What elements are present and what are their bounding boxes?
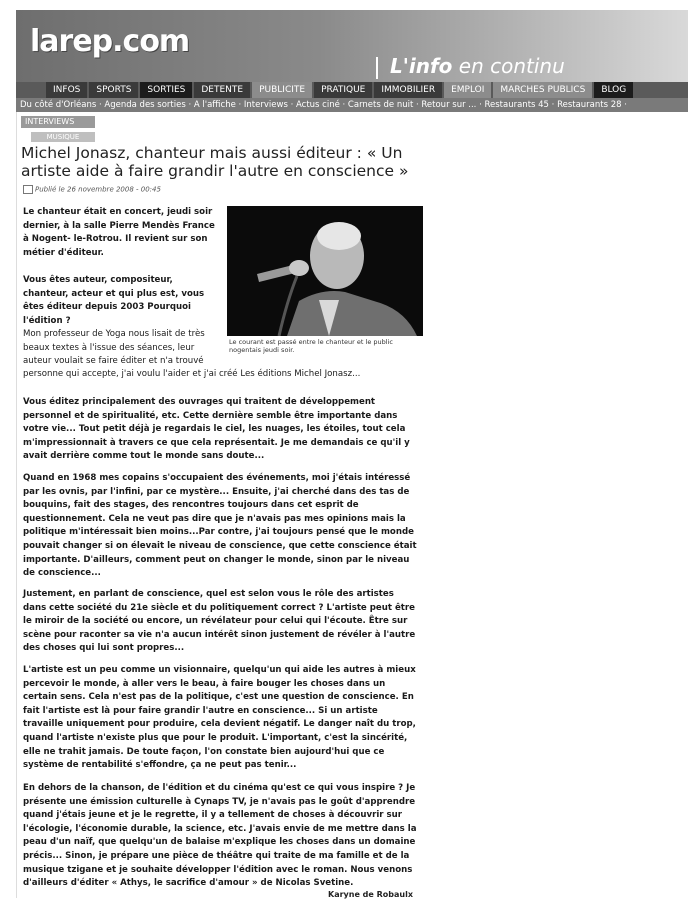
article-photo: [227, 206, 423, 336]
singer-photo-illustration: [227, 206, 423, 336]
nav-item-emploi[interactable]: EMPLOI: [444, 82, 491, 98]
answer-1: Mon professeur de Yoga nous lisait de très beaux textes à l'issue des séances, leur auteur voulait se faire éditer et n'a trouvé: [23, 329, 205, 367]
section-label[interactable]: INTERVIEWS: [21, 116, 95, 128]
paragraph-3: Quand en 1968 mes copains s'occupaient des événements, moi j'étais intéressé par les ovnis, par l'infini, par ce mystère... Ensuite, j'ai cherché dans des tas de bouquins, fait des stages, des rencontres toujours dans cet esprit de questionnement. Cela ne veut pas dire que je n'avais pas mes opinions mais la politique m'intéressait bien moins...Par contre, j'ai toujours pensé que le monde pouvait changer si on élevait le niveau de conscience, que cette conscience était importante. D'ailleurs, comment peut on changer le monde, sinon par le niveau de conscience...: [23, 473, 417, 579]
nav-item-blog[interactable]: BLOG: [594, 82, 633, 98]
nav-item-sports[interactable]: SPORTS: [89, 82, 138, 98]
nav-item-marches-publics[interactable]: MARCHES PUBLICS: [493, 82, 592, 98]
site-header: [16, 10, 688, 82]
main-nav: [16, 82, 688, 98]
site-logo[interactable]: larep.com: [30, 24, 190, 59]
publish-date-text: Publié le 26 novembre 2008 - 00:45: [35, 185, 161, 194]
author-signature: Karyne de Robaulx: [328, 890, 413, 899]
paragraph-6: En dehors de la chanson, de l'édition et du cinéma qu'est ce qui vous inspire ? Je présente une émission culturelle à Cynaps TV, je n'avais pas le goût d'apprendre quand j'étais jeune et je le regrette, il y a tellement de choses à découvrir sur l'écologie, l'économie durable, la science, etc. J'avais envie de me mettre dans la peau d'un naïf, que quelqu'un de balaise m'explique les choses dans un domaine précis... Sinon, je prépare une pièce de théâtre qui traite de ma famille et de la musique tzigane et je souhaite développer l'édition avec le roman. Nous venons d'ailleurs d'éditer « Athys, le sacrifice d'amour » de Nicolas Svetine.: [23, 783, 417, 889]
nav-item-publicite[interactable]: PUBLICITE: [252, 82, 312, 98]
nav-item-pratique[interactable]: PRATIQUE: [314, 82, 372, 98]
rubric-label: MUSIQUE: [31, 132, 95, 142]
photo-caption: Le courant est passé entre le chanteur et le public nogentais jeudi soir.: [229, 338, 393, 354]
calendar-icon: [23, 185, 33, 194]
answer-1-continued: personne qui accepte, j'ai voulu l'aider et j'ai créé Les éditions Michel Jonasz...: [23, 369, 361, 379]
nav-item-infos[interactable]: INFOS: [46, 82, 87, 98]
tagline-separator: [376, 57, 378, 79]
site-tagline: [376, 54, 565, 79]
sub-nav[interactable]: Du côté d'Orléans · Agenda des sorties · A l'affiche · Interviews · Actus ciné · Carnets de nuit · Retour sur ... · Restaurants 45 · Restaurants 28 ·: [16, 98, 688, 112]
tagline-part-a: L'info: [390, 54, 453, 78]
article-lead: Le chanteur était en concert, jeudi soir dernier, à la salle Pierre Mendès France à Nogent- le-Rotrou. Il revient sur son métier d'éditeur.: [23, 207, 215, 258]
question-1: Vous êtes auteur, compositeur, chanteur, acteur et qui plus est, vous êtes éditeur depuis 2003 Pourquoi l'édition ?: [23, 275, 205, 326]
article: [16, 112, 427, 898]
nav-item-detente[interactable]: DETENTE: [194, 82, 250, 98]
paragraph-2: Vous éditez principalement des ouvrages qui traitent de développement personnel et de spiritualité, etc. Cette dernière semble être importante dans votre vie... Tout petit déjà je regardais le ciel, les nuages, les étoiles, tout cela m'impressionnait à travers ce que cela représentait. Je me demandais ce qu'il y avait derrière comme tout le monde sans doute...: [23, 397, 410, 462]
article-title: Michel Jonasz, chanteur mais aussi éditeur : « Un artiste aide à faire grandir l'autre en conscience »: [21, 144, 409, 180]
page: [16, 10, 688, 898]
nav-item-immobilier[interactable]: IMMOBILIER: [374, 82, 442, 98]
publish-date: [23, 185, 161, 194]
paragraph-4: Justement, en parlant de conscience, quel est selon vous le rôle des artistes dans cette société du 21e siècle et du politiquement correct ? L'artiste peut être le miroir de la société ou encore, un révélateur pour celui qui l'écoute. Être sur scène pour raconter sa vie n'a aucun intérêt sinon justement de révéler à l'autre des choses qui lui sont propres...: [23, 589, 416, 654]
paragraph-5: L'artiste est un peu comme un visionnaire, quelqu'un qui aide les autres à mieux percevoir le monde, à aller vers le beau, à faire bouger les choses dans un certain sens. Cela n'est pas de la politique, c'est une question de conscience. En fait l'artiste est là pour faire grandir l'autre en conscience... Si un artiste travaille uniquement pour produire, cela devient négatif. Le danger naît du trop, quand l'artiste n'existe plus que pour le produit. L'important, c'est la sincérité, elle ne trahit jamais. De toute façon, l'on constate bien aujourd'hui que ce système de rentabilité s'effondre, ça ne peut pas tenir...: [23, 665, 416, 771]
tagline-part-b: en continu: [458, 54, 565, 78]
nav-item-sorties[interactable]: SORTIES: [140, 82, 192, 98]
